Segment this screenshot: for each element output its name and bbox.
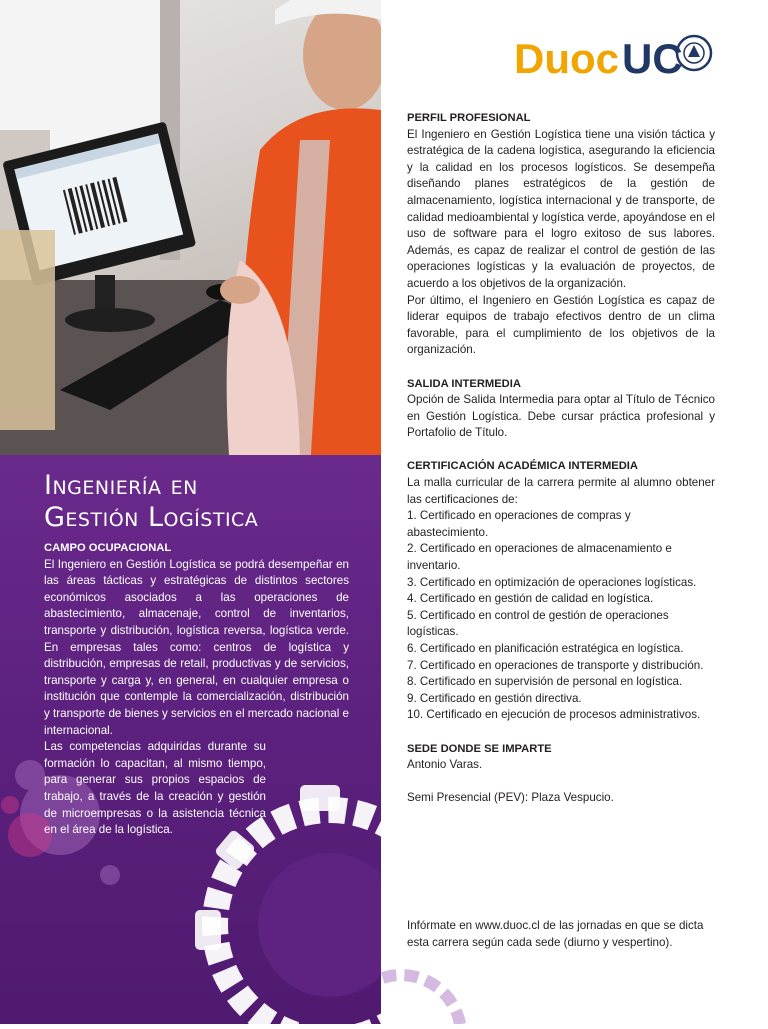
list-item: 3. Certificado en optimización de operaciones logísticas. xyxy=(407,575,697,589)
photo-illustration xyxy=(0,0,381,470)
campo-heading: CAMPO OCUPACIONAL xyxy=(44,542,172,554)
perfil-text-2: Por último, el Ingeniero en Gestión Logística es capaz de liderar equipos de trabajo efectivos dentro de un clima favorable, para el cumplimiento de los objetivos de la organización. xyxy=(407,293,715,357)
logo-duoc: Duoc xyxy=(514,35,619,82)
list-item: 2. Certificado en operaciones de almacenamiento e inventario. xyxy=(407,542,672,573)
campo-section xyxy=(44,540,349,839)
list-item: 1. Certificado en operaciones de compras y abastecimiento. xyxy=(407,509,631,539)
list-item: 8. Certificado en supervisión de personal en logística. xyxy=(407,675,683,689)
page-title xyxy=(44,470,258,534)
list-item: 10. Certificado en ejecución de procesos administrativos. xyxy=(407,708,701,722)
sede-text-2: Semi Presencial (PEV): Plaza Vespucio. xyxy=(407,791,614,805)
salida-heading: SALIDA INTERMEDIA xyxy=(407,377,521,390)
cert-intro: La malla curricular de la carrera permite al alumno obtener las certificaciones de: xyxy=(407,476,715,506)
perfil-heading: PERFIL PROFESIONAL xyxy=(407,112,531,124)
list-item: 4. Certificado en gestión de calidad en logística. xyxy=(407,592,654,606)
salida-text: Opción de Salida Intermedia para optar al Título de Técnico en Gestión Logística. Debe cursar práctica profesional y Portafolio de Título. xyxy=(407,393,715,440)
hero-photo xyxy=(0,0,381,470)
sede-heading: SEDE DONDE SE IMPARTE xyxy=(407,742,552,755)
list-item: 7. Certificado en operaciones de transporte y distribución. xyxy=(407,658,704,672)
gear-fragment-decoration xyxy=(381,930,471,1024)
list-item: 5. Certificado en control de gestión de operaciones logísticas. xyxy=(407,608,669,639)
logo-uc: UC xyxy=(622,35,683,82)
cert-list xyxy=(407,508,715,724)
campo-text: El Ingeniero en Gestión Logística se podrá desempeñar en las áreas tácticas y estratégicas de distintos sectores económicos asociados a las operaciones de abastecimiento, almacenaje, control de inventarios, transporte y distribución, logística reversa, logística verde. En empresas tales como: centros de logística y distribución, empresas de retail, productivas y de servicios, transporte y carga y, en general, en cualquier empresa o institución que contemple la comercialización, distribución y transporte de bienes y servicios en el mercado nacional e internacional. xyxy=(44,557,349,737)
competencias-text: Las competencias adquiridas durante su formación lo capacitan, al mismo tiempo, para generar sus propios espacios de trabajo, a través de la creación y gestión de microempresas o la asistencia técnica en el área de la logística. xyxy=(44,740,266,837)
right-column xyxy=(407,110,715,807)
title-line-2: Gestión Logística xyxy=(44,502,259,533)
left-column xyxy=(0,0,381,1024)
duocuc-logo xyxy=(514,27,714,87)
sede-text-1: Antonio Varas. xyxy=(407,758,483,772)
perfil-text-1: El Ingeniero en Gestión Logística tiene una visión táctica y estratégica de la cadena logística, asegurando la eficiencia y la calidad en los procesos logísticos. Se desempeña diseñando planes estratégicos de la gestión de almacenamiento, logística internacional y de transporte, de calidad medioambiental y logística verde, apoyándose en el uso de software para el logro exitoso de sus labores. Además, es capaz de realizar el control de gestión de las operaciones logísticas y la evaluación de proyectos, de acuerdo a los objetivos de la organización. xyxy=(407,127,715,290)
footer-note: Infórmate en www.duoc.cl de las jornadas en que se dicta esta carrera según cada sede (diurno y vespertino). xyxy=(407,919,704,949)
title-line-1: Ingeniería en xyxy=(44,470,198,501)
list-item: 9. Certificado en gestión directiva. xyxy=(407,691,582,705)
list-item: 6. Certificado en planificación estratégica en logística. xyxy=(407,642,684,655)
cert-heading: CERTIFICACIÓN ACADÉMICA INTERMEDIA xyxy=(407,460,638,473)
